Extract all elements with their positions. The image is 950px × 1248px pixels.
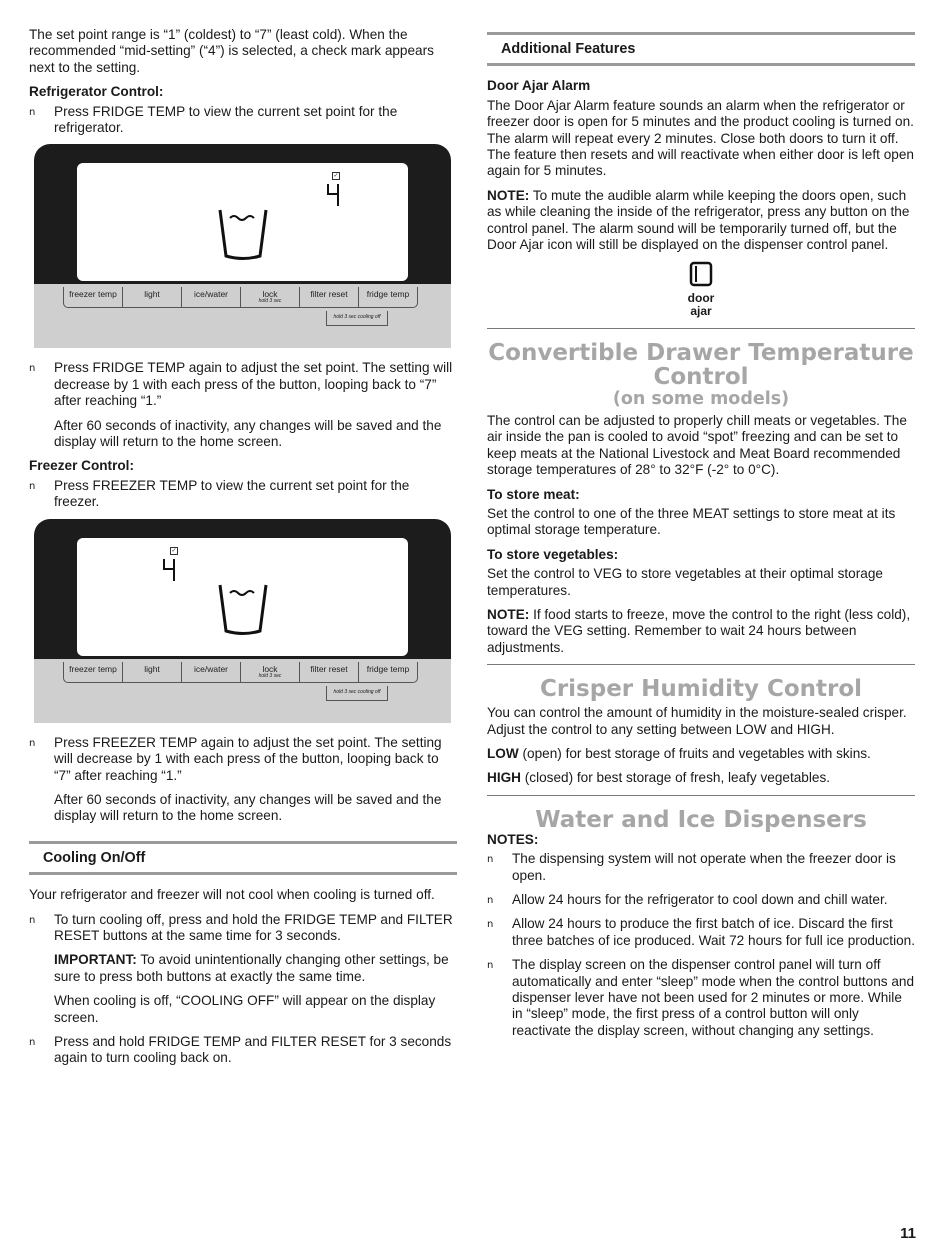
cooling-step-1: To turn cooling off, press and hold the FRIDGE TEMP and FILTER RESET buttons at the same time for 3 seconds. — [54, 911, 453, 943]
set-point-intro: The set point range is “1” (coldest) to “7” (least cold). When the recommended “mid-setting” (“4”) is selected, a check mark appears next to the setting. — [29, 27, 434, 75]
cooling-intro: Your refrigerator and freezer will not cool when cooling is turned off. — [29, 887, 435, 903]
list-item — [29, 478, 457, 511]
list-item — [487, 851, 915, 884]
freezer-temp-button[interactable]: freezer temp — [69, 663, 117, 674]
drawer-note-text: If food starts to freeze, move the control to the right (less cold), toward the VEG setting. Remember to wait 24 hours between adjustments. — [487, 606, 911, 655]
freezer-temp-button[interactable]: freezer temp — [69, 289, 117, 300]
high-setting — [487, 770, 915, 786]
bullet-mark: n — [487, 960, 494, 972]
note-label: NOTE: — [487, 187, 530, 203]
bullet-mark: n — [29, 480, 36, 492]
divider — [487, 795, 915, 796]
freezer-step-1: Press FREEZER TEMP to view the current set point for the freezer. — [54, 477, 410, 510]
bullet-mark: n — [487, 919, 494, 931]
list-item — [29, 1034, 457, 1067]
set-point-digit — [161, 557, 177, 583]
door-ajar-icon — [688, 261, 714, 287]
list-item — [487, 957, 915, 1039]
drawer-note — [487, 607, 915, 656]
divider — [487, 664, 915, 665]
note-label: NOTE: — [487, 606, 530, 622]
lock-button[interactable]: lock hold 3 sec — [240, 287, 299, 307]
control-buttons — [63, 662, 418, 683]
list-item — [29, 735, 457, 784]
additional-features-title: Additional Features — [487, 32, 915, 66]
cooling-off-note: When cooling is off, “COOLING OFF” will appear on the display screen. — [54, 993, 436, 1025]
fridge-step-2: Press FRIDGE TEMP again to adjust the set point. The setting will decrease by 1 with each press of the button, looping back to “7” after reaching “1.” — [54, 360, 453, 409]
door-note-text: To mute the audible alarm while keeping the doors open, such as while cleaning the inside of the refrigerator, press any button on the control panel. The alarm sound will be temporarily turned off, but the Door Ajar icon will still be displayed on the dispenser control panel. — [487, 187, 910, 253]
crisper-text: You can control the amount of humidity in the moisture-sealed crisper. Adjust the control to any setting between LOW and HIGH. — [487, 705, 907, 737]
check-mark-icon: ✓ — [171, 547, 177, 554]
list-item — [487, 892, 915, 908]
filter-reset-button[interactable]: filter reset — [299, 662, 358, 682]
filter-reset-button[interactable]: filter reset — [299, 287, 358, 307]
bullet-mark: n — [29, 1036, 36, 1048]
bullet-mark: n — [29, 914, 36, 926]
freezer-inactivity-note: After 60 seconds of inactivity, any changes will be saved and the display will return to the home screen. — [54, 791, 442, 824]
door-ajar-heading: Door Ajar Alarm — [487, 78, 591, 94]
door-ajar-text: The Door Ajar Alarm feature sounds an alarm when the refrigerator or freezer door is open for 5 minutes and the product cooling is turned on. The alarm will repeat every 2 minutes. Close both doors to turn it off. The feature then resets and will reactivate when either door is left open again for 5 minutes. — [487, 97, 914, 179]
fridge-temp-button[interactable]: fridge temp — [358, 662, 417, 682]
display-screen — [77, 538, 408, 656]
high-label: HIGH — [487, 770, 521, 786]
list-item — [487, 916, 915, 949]
page-number: 11 — [900, 1224, 916, 1242]
control-buttons — [63, 287, 418, 308]
list-item — [29, 912, 457, 945]
bullet-mark: n — [29, 363, 36, 375]
freezer-control-heading: Freezer Control: — [29, 458, 134, 474]
door-ajar-label-2: ajar — [690, 303, 712, 318]
cup-icon — [217, 581, 269, 637]
door-ajar-note — [487, 188, 915, 254]
water-ice-title: Water and Ice Dispensers — [535, 806, 867, 833]
fridge-step-1: Press FRIDGE TEMP to view the current set point for the refrigerator. — [54, 103, 398, 136]
note-4: The display screen on the dispenser control panel will turn off automatically and enter “sleep” mode when the control buttons and dispenser lever have not been used for 2 minutes or more. While in “sleep” mode, the first press of a control button will only reactivate the display screen, without changing any settings. — [512, 957, 915, 1038]
refrigerator-control-heading: Refrigerator Control: — [29, 84, 164, 100]
drawer-subtitle: (on some models) — [612, 388, 790, 409]
veg-text: Set the control to VEG to store vegetables at their optimal storage temperatures. — [487, 566, 883, 598]
hold-note: hold 3 sec cooling off — [326, 311, 388, 326]
drawer-title: Convertible Drawer Temperature Control — [488, 339, 914, 390]
important-text: To avoid unintentionally changing other settings, be sure to press both buttons at exactly the same time. — [54, 952, 449, 984]
cooling-step-2: Press and hold FRIDGE TEMP and FILTER RESET for 3 seconds again to turn cooling back on. — [54, 1033, 452, 1066]
notes-heading: NOTES: — [487, 831, 539, 847]
meat-heading: To store meat: — [487, 486, 580, 502]
low-setting — [487, 746, 915, 762]
cooling-section-title: Cooling On/Off — [29, 841, 457, 875]
door-ajar-label-1: door — [687, 290, 715, 305]
low-text: (open) for best storage of fruits and vegetables with skins. — [518, 745, 871, 761]
list-item — [29, 104, 457, 137]
meat-text: Set the control to one of the three MEAT settings to store meat at its optimal storage temperature. — [487, 505, 896, 538]
bullet-mark: n — [487, 895, 494, 906]
list-item — [29, 360, 457, 409]
left-column — [29, 27, 457, 1075]
light-button[interactable]: light — [122, 662, 181, 682]
fridge-control-panel-illustration — [34, 144, 451, 348]
low-label: LOW — [487, 745, 519, 761]
fridge-temp-button[interactable]: fridge temp — [358, 287, 417, 307]
right-column — [487, 27, 915, 1047]
set-point-digit — [325, 182, 341, 208]
cup-icon — [217, 206, 269, 262]
divider — [487, 328, 915, 329]
note-1: The dispensing system will not operate when the freezer door is open. — [512, 851, 896, 883]
bullet-mark: n — [29, 106, 36, 118]
hold-note: hold 3 sec cooling off — [326, 686, 388, 701]
important-label: IMPORTANT: — [54, 952, 137, 968]
display-screen — [77, 163, 408, 281]
important-note — [29, 952, 457, 985]
freezer-control-panel-illustration — [34, 519, 451, 723]
high-text: (closed) for best storage of fresh, leafy vegetables. — [520, 770, 831, 786]
ice-water-button[interactable]: ice/water — [181, 662, 240, 682]
door-ajar-indicator — [487, 261, 915, 317]
check-mark-icon: ✓ — [333, 173, 339, 180]
veg-heading: To store vegetables: — [487, 546, 619, 562]
crisper-title: Crisper Humidity Control — [539, 676, 863, 703]
ice-water-button[interactable]: ice/water — [181, 287, 240, 307]
bullet-mark: n — [487, 854, 494, 866]
drawer-text: The control can be adjusted to properly chill meats or vegetables. The air inside the pan is cooled to avoid “spot” freezing and can be set to keep meats at the National Livestock and Meat Board recommended storage temperatures of 28° to 32°F (-2° to 0°C). — [487, 412, 907, 478]
lock-button[interactable]: lock hold 3 sec — [240, 662, 299, 682]
bullet-mark: n — [29, 737, 36, 749]
note-3: Allow 24 hours to produce the first batch of ice. Discard the first three batches of ice produced. Wait 72 hours for full ice production. — [512, 916, 916, 948]
fridge-inactivity-note: After 60 seconds of inactivity, any changes will be saved and the display will return to the home screen. — [54, 417, 442, 450]
note-2: Allow 24 hours for the refrigerator to cool down and chill water. — [512, 892, 888, 907]
freezer-step-2: Press FREEZER TEMP again to adjust the set point. The setting will decrease by 1 with each press of the button, looping back to “7” after reaching “1.” — [54, 734, 442, 783]
light-button[interactable]: light — [122, 287, 181, 307]
